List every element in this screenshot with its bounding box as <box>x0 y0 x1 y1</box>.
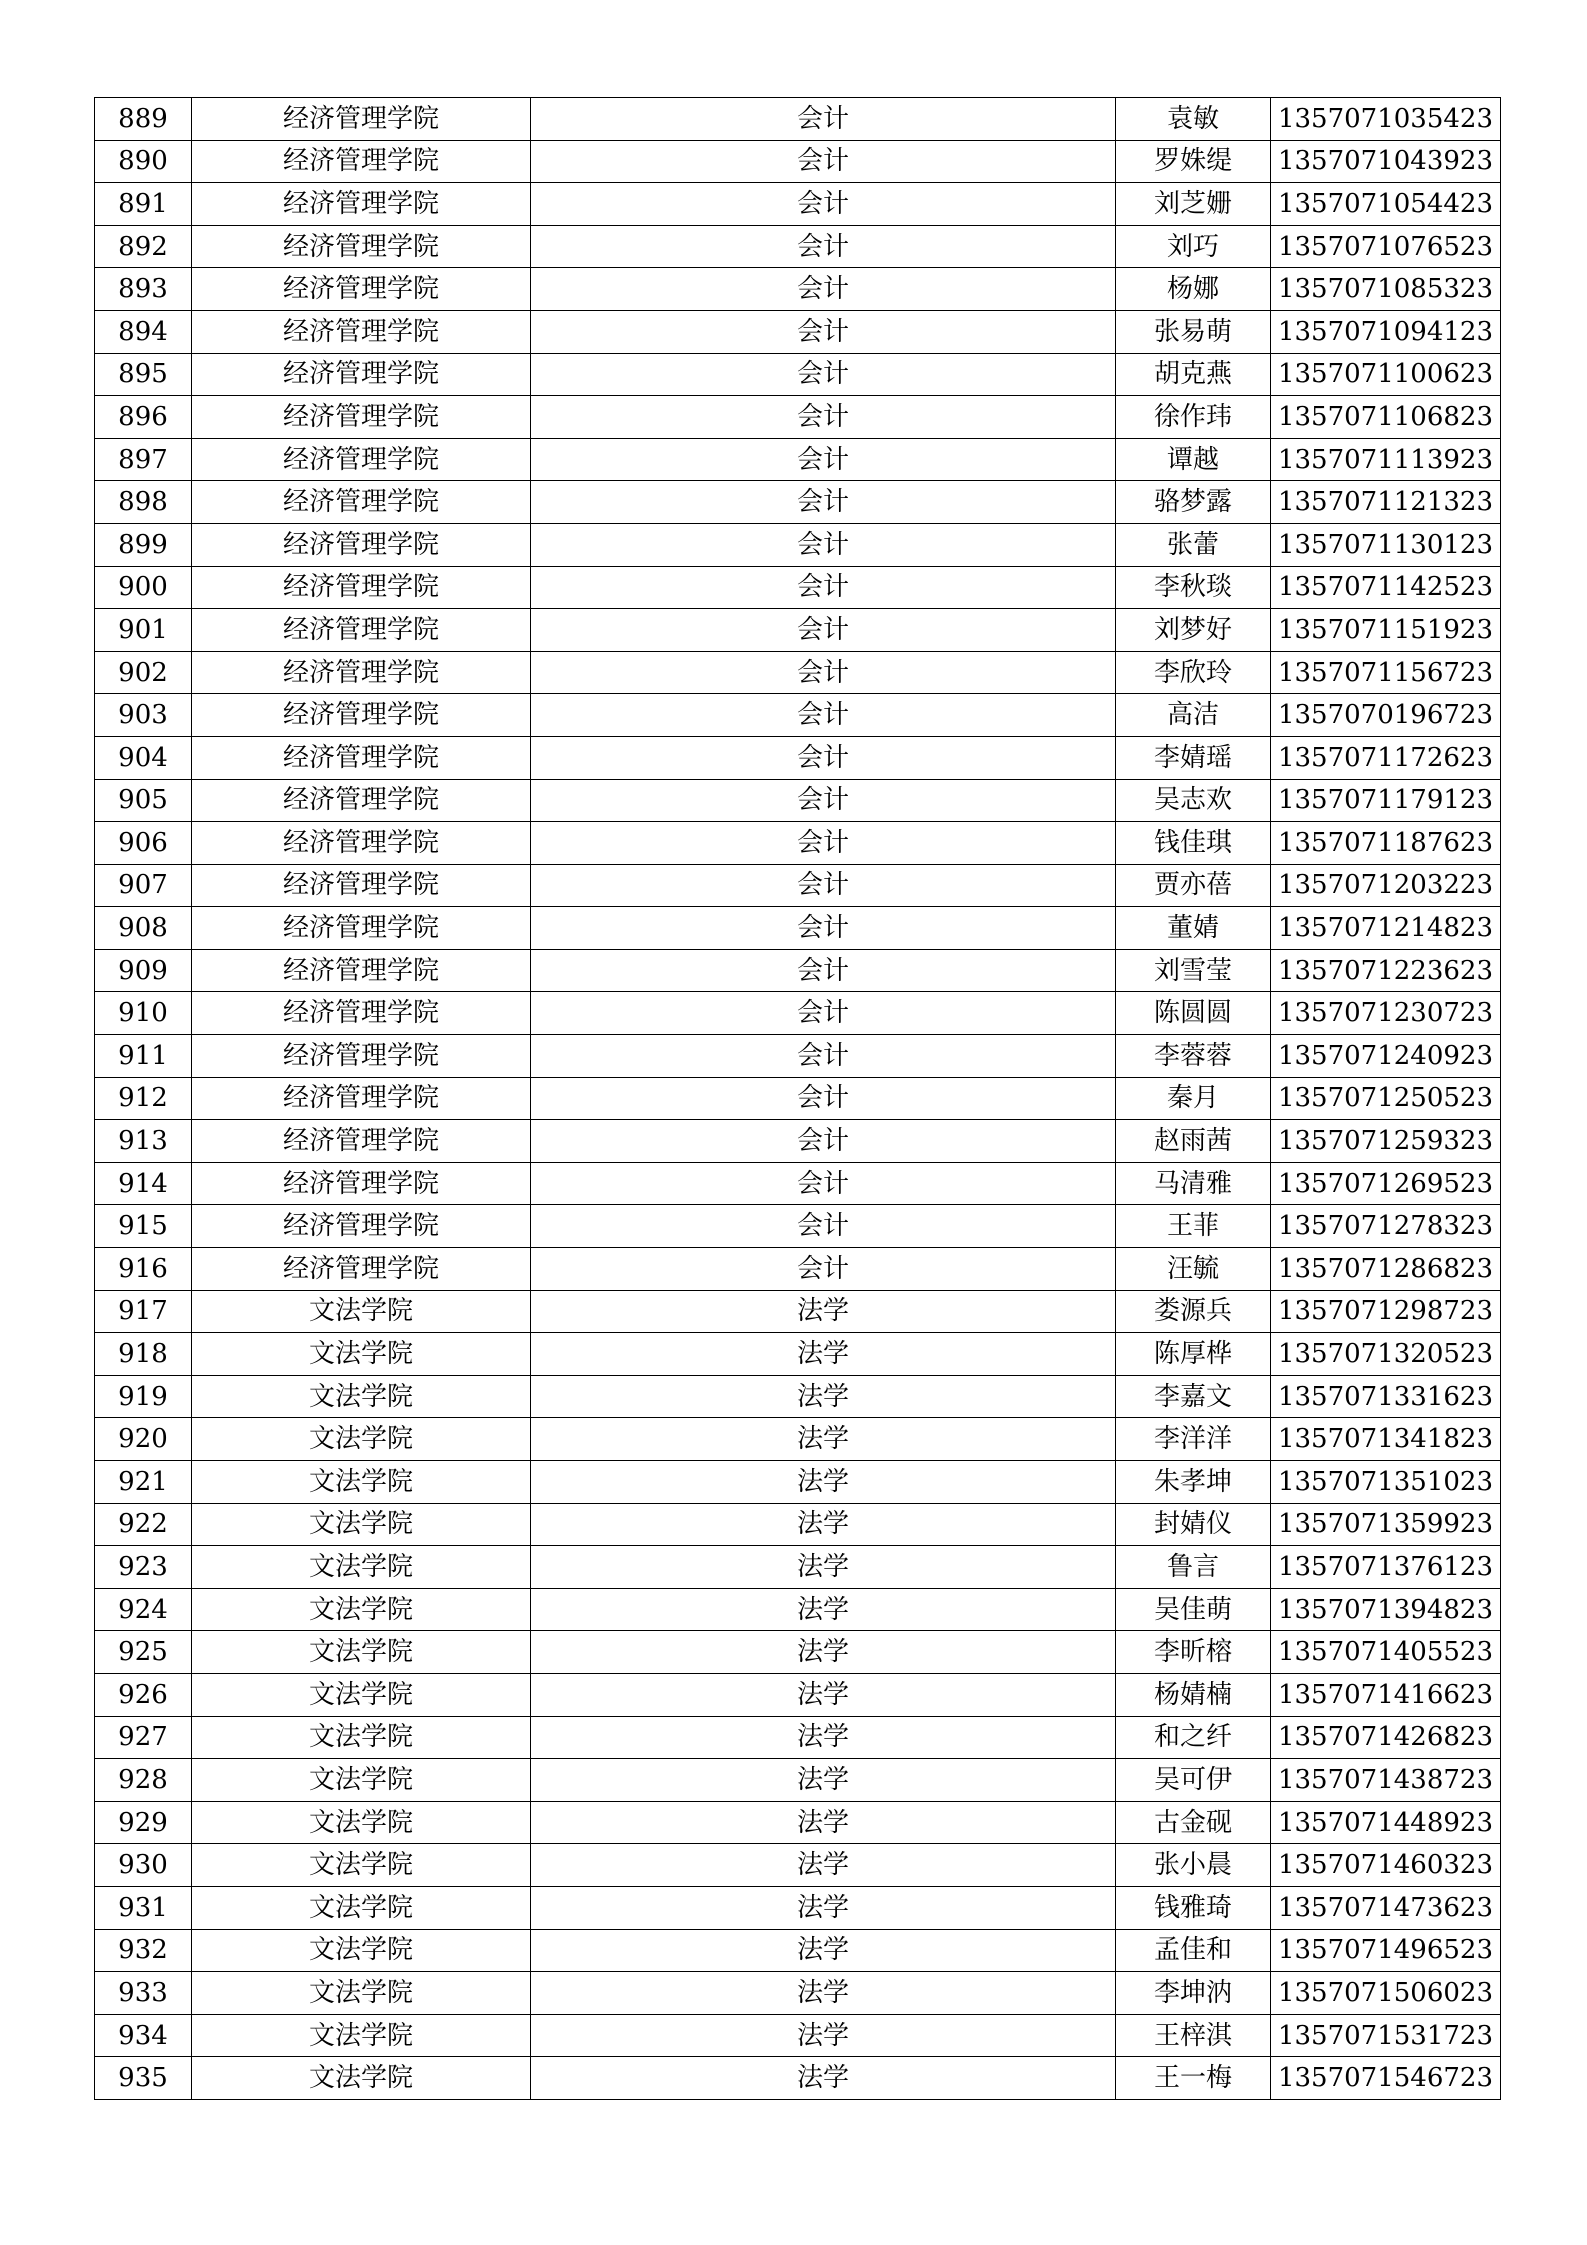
row-number-cell: 917 <box>95 1290 192 1333</box>
table-row <box>95 183 1501 226</box>
row-number-cell: 910 <box>95 992 192 1035</box>
table-row <box>95 864 1501 907</box>
student-id-cell: 1357071106823 <box>1271 396 1501 439</box>
table-row <box>95 98 1501 141</box>
major-cell: 会计 <box>531 864 1116 907</box>
college-cell: 文法学院 <box>192 2057 531 2100</box>
major-cell: 会计 <box>531 353 1116 396</box>
table-row <box>95 396 1501 439</box>
row-number-cell: 893 <box>95 268 192 311</box>
row-number-cell: 904 <box>95 736 192 779</box>
table-row <box>95 1929 1501 1972</box>
student-name-cell: 王菲 <box>1116 1205 1271 1248</box>
student-id-cell: 1357071473623 <box>1271 1886 1501 1929</box>
table-row <box>95 1077 1501 1120</box>
major-cell: 会计 <box>531 1248 1116 1291</box>
student-id-cell: 1357071172623 <box>1271 736 1501 779</box>
college-cell: 文法学院 <box>192 1333 531 1376</box>
student-name-cell: 杨婧楠 <box>1116 1673 1271 1716</box>
roster-table-body <box>95 98 1501 2100</box>
major-cell: 法学 <box>531 1290 1116 1333</box>
student-name-cell: 鲁言 <box>1116 1546 1271 1589</box>
row-number-cell: 911 <box>95 1035 192 1078</box>
student-id-cell: 1357071223623 <box>1271 949 1501 992</box>
major-cell: 会计 <box>531 1205 1116 1248</box>
major-cell: 会计 <box>531 268 1116 311</box>
major-cell: 法学 <box>531 1333 1116 1376</box>
table-row <box>95 1035 1501 1078</box>
major-cell: 会计 <box>531 1035 1116 1078</box>
table-row <box>95 438 1501 481</box>
student-id-cell: 1357071359923 <box>1271 1503 1501 1546</box>
row-number-cell: 926 <box>95 1673 192 1716</box>
student-name-cell: 罗姝缇 <box>1116 140 1271 183</box>
table-row <box>95 1631 1501 1674</box>
student-id-cell: 1357071320523 <box>1271 1333 1501 1376</box>
student-id-cell: 1357071259323 <box>1271 1120 1501 1163</box>
row-number-cell: 923 <box>95 1546 192 1589</box>
college-cell: 经济管理学院 <box>192 396 531 439</box>
major-cell: 法学 <box>531 1886 1116 1929</box>
college-cell: 经济管理学院 <box>192 1035 531 1078</box>
student-name-cell: 封婧仪 <box>1116 1503 1271 1546</box>
row-number-cell: 906 <box>95 822 192 865</box>
row-number-cell: 931 <box>95 1886 192 1929</box>
student-id-cell: 1357071341823 <box>1271 1418 1501 1461</box>
student-roster-table <box>94 97 1501 2100</box>
table-row <box>95 907 1501 950</box>
student-id-cell: 1357071438723 <box>1271 1759 1501 1802</box>
major-cell: 法学 <box>531 1631 1116 1674</box>
student-name-cell: 刘巧 <box>1116 225 1271 268</box>
table-row <box>95 523 1501 566</box>
college-cell: 文法学院 <box>192 1929 531 1972</box>
table-row <box>95 1375 1501 1418</box>
college-cell: 经济管理学院 <box>192 1162 531 1205</box>
college-cell: 文法学院 <box>192 1461 531 1504</box>
table-row <box>95 1333 1501 1376</box>
student-id-cell: 1357071546723 <box>1271 2057 1501 2100</box>
college-cell: 经济管理学院 <box>192 1077 531 1120</box>
college-cell: 经济管理学院 <box>192 353 531 396</box>
student-id-cell: 1357071142523 <box>1271 566 1501 609</box>
student-name-cell: 张易萌 <box>1116 310 1271 353</box>
row-number-cell: 901 <box>95 609 192 652</box>
college-cell: 经济管理学院 <box>192 1205 531 1248</box>
row-number-cell: 927 <box>95 1716 192 1759</box>
major-cell: 法学 <box>531 1503 1116 1546</box>
college-cell: 经济管理学院 <box>192 779 531 822</box>
college-cell: 经济管理学院 <box>192 523 531 566</box>
student-name-cell: 谭越 <box>1116 438 1271 481</box>
table-row <box>95 2014 1501 2057</box>
row-number-cell: 918 <box>95 1333 192 1376</box>
student-name-cell: 娄源兵 <box>1116 1290 1271 1333</box>
student-id-cell: 1357071230723 <box>1271 992 1501 1035</box>
student-id-cell: 1357071506023 <box>1271 1972 1501 2015</box>
student-name-cell: 古金砚 <box>1116 1801 1271 1844</box>
student-name-cell: 陈厚桦 <box>1116 1333 1271 1376</box>
table-row <box>95 1716 1501 1759</box>
row-number-cell: 920 <box>95 1418 192 1461</box>
row-number-cell: 930 <box>95 1844 192 1887</box>
student-name-cell: 吴志欢 <box>1116 779 1271 822</box>
student-name-cell: 李昕榕 <box>1116 1631 1271 1674</box>
student-id-cell: 1357071156723 <box>1271 651 1501 694</box>
row-number-cell: 894 <box>95 310 192 353</box>
row-number-cell: 905 <box>95 779 192 822</box>
table-row <box>95 1418 1501 1461</box>
college-cell: 经济管理学院 <box>192 694 531 737</box>
college-cell: 文法学院 <box>192 1290 531 1333</box>
student-name-cell: 李欣玲 <box>1116 651 1271 694</box>
major-cell: 会计 <box>531 1120 1116 1163</box>
student-name-cell: 汪毓 <box>1116 1248 1271 1291</box>
major-cell: 会计 <box>531 694 1116 737</box>
college-cell: 经济管理学院 <box>192 140 531 183</box>
college-cell: 文法学院 <box>192 1716 531 1759</box>
college-cell: 经济管理学院 <box>192 481 531 524</box>
student-id-cell: 1357071426823 <box>1271 1716 1501 1759</box>
major-cell: 法学 <box>531 2057 1116 2100</box>
major-cell: 法学 <box>531 1801 1116 1844</box>
college-cell: 经济管理学院 <box>192 864 531 907</box>
student-id-cell: 1357071460323 <box>1271 1844 1501 1887</box>
table-row <box>95 822 1501 865</box>
major-cell: 会计 <box>531 523 1116 566</box>
college-cell: 文法学院 <box>192 1801 531 1844</box>
major-cell: 会计 <box>531 396 1116 439</box>
major-cell: 法学 <box>531 1844 1116 1887</box>
table-row <box>95 1759 1501 1802</box>
table-row <box>95 1844 1501 1887</box>
row-number-cell: 891 <box>95 183 192 226</box>
table-row <box>95 140 1501 183</box>
student-id-cell: 1357071113923 <box>1271 438 1501 481</box>
college-cell: 文法学院 <box>192 1418 531 1461</box>
student-name-cell: 刘芝姗 <box>1116 183 1271 226</box>
college-cell: 文法学院 <box>192 1503 531 1546</box>
student-name-cell: 张小晨 <box>1116 1844 1271 1887</box>
student-id-cell: 1357071250523 <box>1271 1077 1501 1120</box>
student-name-cell: 李洋洋 <box>1116 1418 1271 1461</box>
student-name-cell: 胡克燕 <box>1116 353 1271 396</box>
student-id-cell: 1357071286823 <box>1271 1248 1501 1291</box>
major-cell: 法学 <box>531 1929 1116 1972</box>
table-row <box>95 1162 1501 1205</box>
major-cell: 法学 <box>531 1673 1116 1716</box>
major-cell: 会计 <box>531 183 1116 226</box>
college-cell: 文法学院 <box>192 1546 531 1589</box>
student-id-cell: 1357071203223 <box>1271 864 1501 907</box>
student-name-cell: 李婧瑶 <box>1116 736 1271 779</box>
table-row <box>95 651 1501 694</box>
major-cell: 会计 <box>531 907 1116 950</box>
college-cell: 经济管理学院 <box>192 651 531 694</box>
major-cell: 会计 <box>531 609 1116 652</box>
row-number-cell: 915 <box>95 1205 192 1248</box>
student-id-cell: 1357071100623 <box>1271 353 1501 396</box>
table-row <box>95 1461 1501 1504</box>
table-row <box>95 353 1501 396</box>
table-row <box>95 609 1501 652</box>
table-row <box>95 694 1501 737</box>
student-id-cell: 1357071376123 <box>1271 1546 1501 1589</box>
table-row <box>95 1972 1501 2015</box>
table-row <box>95 1588 1501 1631</box>
table-row <box>95 268 1501 311</box>
student-id-cell: 1357071151923 <box>1271 609 1501 652</box>
table-row <box>95 2057 1501 2100</box>
student-name-cell: 钱佳琪 <box>1116 822 1271 865</box>
major-cell: 法学 <box>531 1375 1116 1418</box>
major-cell: 法学 <box>531 1972 1116 2015</box>
row-number-cell: 921 <box>95 1461 192 1504</box>
student-id-cell: 1357071179123 <box>1271 779 1501 822</box>
student-name-cell: 吴佳萌 <box>1116 1588 1271 1631</box>
student-id-cell: 1357071394823 <box>1271 1588 1501 1631</box>
student-name-cell: 朱孝坤 <box>1116 1461 1271 1504</box>
row-number-cell: 928 <box>95 1759 192 1802</box>
student-id-cell: 1357071076523 <box>1271 225 1501 268</box>
college-cell: 经济管理学院 <box>192 1120 531 1163</box>
college-cell: 文法学院 <box>192 1631 531 1674</box>
student-name-cell: 张蕾 <box>1116 523 1271 566</box>
row-number-cell: 916 <box>95 1248 192 1291</box>
row-number-cell: 933 <box>95 1972 192 2015</box>
major-cell: 会计 <box>531 992 1116 1035</box>
table-row <box>95 992 1501 1035</box>
student-id-cell: 1357071043923 <box>1271 140 1501 183</box>
major-cell: 会计 <box>531 651 1116 694</box>
student-name-cell: 王一梅 <box>1116 2057 1271 2100</box>
student-id-cell: 1357071278323 <box>1271 1205 1501 1248</box>
student-name-cell: 马清雅 <box>1116 1162 1271 1205</box>
college-cell: 经济管理学院 <box>192 1248 531 1291</box>
table-row <box>95 736 1501 779</box>
major-cell: 法学 <box>531 2014 1116 2057</box>
college-cell: 经济管理学院 <box>192 609 531 652</box>
college-cell: 文法学院 <box>192 1375 531 1418</box>
row-number-cell: 890 <box>95 140 192 183</box>
student-name-cell: 刘雪莹 <box>1116 949 1271 992</box>
college-cell: 文法学院 <box>192 1844 531 1887</box>
table-row <box>95 481 1501 524</box>
row-number-cell: 889 <box>95 98 192 141</box>
major-cell: 会计 <box>531 736 1116 779</box>
student-id-cell: 1357071448923 <box>1271 1801 1501 1844</box>
student-id-cell: 1357071298723 <box>1271 1290 1501 1333</box>
student-id-cell: 1357071416623 <box>1271 1673 1501 1716</box>
major-cell: 会计 <box>531 225 1116 268</box>
college-cell: 经济管理学院 <box>192 438 531 481</box>
student-id-cell: 1357071240923 <box>1271 1035 1501 1078</box>
college-cell: 文法学院 <box>192 1886 531 1929</box>
student-id-cell: 1357070196723 <box>1271 694 1501 737</box>
student-name-cell: 赵雨茜 <box>1116 1120 1271 1163</box>
major-cell: 会计 <box>531 566 1116 609</box>
row-number-cell: 924 <box>95 1588 192 1631</box>
table-row <box>95 310 1501 353</box>
row-number-cell: 897 <box>95 438 192 481</box>
college-cell: 文法学院 <box>192 1759 531 1802</box>
college-cell: 经济管理学院 <box>192 949 531 992</box>
student-name-cell: 钱雅琦 <box>1116 1886 1271 1929</box>
college-cell: 经济管理学院 <box>192 310 531 353</box>
college-cell: 文法学院 <box>192 1588 531 1631</box>
college-cell: 经济管理学院 <box>192 566 531 609</box>
table-row <box>95 1886 1501 1929</box>
student-id-cell: 1357071331623 <box>1271 1375 1501 1418</box>
table-row <box>95 1503 1501 1546</box>
college-cell: 经济管理学院 <box>192 736 531 779</box>
college-cell: 经济管理学院 <box>192 225 531 268</box>
student-name-cell: 和之纤 <box>1116 1716 1271 1759</box>
student-id-cell: 1357071094123 <box>1271 310 1501 353</box>
student-id-cell: 1357071085323 <box>1271 268 1501 311</box>
college-cell: 文法学院 <box>192 1972 531 2015</box>
row-number-cell: 922 <box>95 1503 192 1546</box>
row-number-cell: 895 <box>95 353 192 396</box>
row-number-cell: 914 <box>95 1162 192 1205</box>
row-number-cell: 898 <box>95 481 192 524</box>
row-number-cell: 925 <box>95 1631 192 1674</box>
student-name-cell: 袁敏 <box>1116 98 1271 141</box>
student-id-cell: 1357071187623 <box>1271 822 1501 865</box>
major-cell: 法学 <box>531 1461 1116 1504</box>
student-name-cell: 骆梦露 <box>1116 481 1271 524</box>
major-cell: 会计 <box>531 310 1116 353</box>
student-name-cell: 李秋琰 <box>1116 566 1271 609</box>
major-cell: 会计 <box>531 98 1116 141</box>
table-row <box>95 1248 1501 1291</box>
college-cell: 经济管理学院 <box>192 183 531 226</box>
student-name-cell: 贾亦蓓 <box>1116 864 1271 907</box>
student-name-cell: 孟佳和 <box>1116 1929 1271 1972</box>
row-number-cell: 935 <box>95 2057 192 2100</box>
row-number-cell: 919 <box>95 1375 192 1418</box>
college-cell: 经济管理学院 <box>192 992 531 1035</box>
major-cell: 法学 <box>531 1716 1116 1759</box>
student-id-cell: 1357071214823 <box>1271 907 1501 950</box>
table-row <box>95 1673 1501 1716</box>
student-name-cell: 王梓淇 <box>1116 2014 1271 2057</box>
major-cell: 法学 <box>531 1759 1116 1802</box>
table-row <box>95 1290 1501 1333</box>
major-cell: 会计 <box>531 481 1116 524</box>
student-name-cell: 秦月 <box>1116 1077 1271 1120</box>
student-name-cell: 李嘉文 <box>1116 1375 1271 1418</box>
student-name-cell: 陈圆圆 <box>1116 992 1271 1035</box>
student-name-cell: 高洁 <box>1116 694 1271 737</box>
student-id-cell: 1357071351023 <box>1271 1461 1501 1504</box>
table-row <box>95 566 1501 609</box>
college-cell: 经济管理学院 <box>192 268 531 311</box>
student-name-cell: 吴可伊 <box>1116 1759 1271 1802</box>
student-name-cell: 李蓉蓉 <box>1116 1035 1271 1078</box>
student-name-cell: 杨娜 <box>1116 268 1271 311</box>
table-row <box>95 1546 1501 1589</box>
student-name-cell: 李坤汭 <box>1116 1972 1271 2015</box>
student-name-cell: 董婧 <box>1116 907 1271 950</box>
major-cell: 法学 <box>531 1546 1116 1589</box>
table-row <box>95 1801 1501 1844</box>
college-cell: 文法学院 <box>192 1673 531 1716</box>
row-number-cell: 899 <box>95 523 192 566</box>
row-number-cell: 913 <box>95 1120 192 1163</box>
row-number-cell: 892 <box>95 225 192 268</box>
row-number-cell: 903 <box>95 694 192 737</box>
major-cell: 会计 <box>531 779 1116 822</box>
row-number-cell: 932 <box>95 1929 192 1972</box>
student-id-cell: 1357071130123 <box>1271 523 1501 566</box>
major-cell: 会计 <box>531 140 1116 183</box>
row-number-cell: 909 <box>95 949 192 992</box>
student-id-cell: 1357071531723 <box>1271 2014 1501 2057</box>
row-number-cell: 900 <box>95 566 192 609</box>
major-cell: 法学 <box>531 1418 1116 1461</box>
major-cell: 会计 <box>531 822 1116 865</box>
table-row <box>95 1205 1501 1248</box>
row-number-cell: 896 <box>95 396 192 439</box>
major-cell: 法学 <box>531 1588 1116 1631</box>
college-cell: 经济管理学院 <box>192 98 531 141</box>
student-id-cell: 1357071405523 <box>1271 1631 1501 1674</box>
table-row <box>95 1120 1501 1163</box>
row-number-cell: 934 <box>95 2014 192 2057</box>
student-name-cell: 刘梦好 <box>1116 609 1271 652</box>
student-id-cell: 1357071035423 <box>1271 98 1501 141</box>
row-number-cell: 902 <box>95 651 192 694</box>
student-id-cell: 1357071269523 <box>1271 1162 1501 1205</box>
table-row <box>95 779 1501 822</box>
table-row <box>95 225 1501 268</box>
row-number-cell: 929 <box>95 1801 192 1844</box>
student-id-cell: 1357071054423 <box>1271 183 1501 226</box>
row-number-cell: 908 <box>95 907 192 950</box>
row-number-cell: 907 <box>95 864 192 907</box>
college-cell: 经济管理学院 <box>192 907 531 950</box>
major-cell: 会计 <box>531 1077 1116 1120</box>
student-name-cell: 徐作玮 <box>1116 396 1271 439</box>
student-id-cell: 1357071121323 <box>1271 481 1501 524</box>
college-cell: 经济管理学院 <box>192 822 531 865</box>
major-cell: 会计 <box>531 949 1116 992</box>
college-cell: 文法学院 <box>192 2014 531 2057</box>
major-cell: 会计 <box>531 1162 1116 1205</box>
student-id-cell: 1357071496523 <box>1271 1929 1501 1972</box>
row-number-cell: 912 <box>95 1077 192 1120</box>
major-cell: 会计 <box>531 438 1116 481</box>
table-row <box>95 949 1501 992</box>
